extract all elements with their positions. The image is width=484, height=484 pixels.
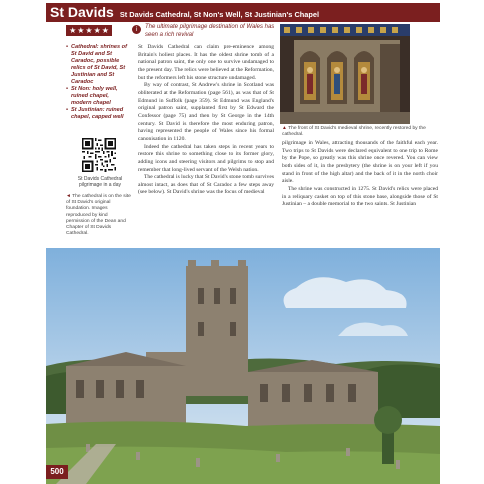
star-icon: ★ <box>101 25 109 35</box>
page-subtitle: St Davids Cathedral, St Non's Well, St Justinian's Chapel <box>119 10 320 19</box>
shrine-photo-caption <box>282 126 438 138</box>
body-paragraph: The shrine was constructed in 1275. St David's relics were placed in a reliquary casket on top of this stone base, alongside those of St Justinian – a double memorial to the two saints. St Justinian <box>282 185 438 208</box>
highlight-item: • Cathedral: shrines of St David and St Caradoc, possible relics of St David, St Justinian and St Caradoc <box>66 44 130 86</box>
caption-arrow-icon: ◄ <box>66 194 71 199</box>
highlights-sidebar <box>66 44 130 121</box>
qr-code[interactable] <box>82 138 116 172</box>
body-paragraph: St Davids Cathedral can claim pre-eminence among Britain's holiest places. It has the oldest shrine tomb of a national patron saint, the only one to survive undamaged to the present day. The relics were believed at the Reformation, but the reformers left his stone structure undamaged. <box>138 44 274 81</box>
page-number: 500 <box>46 465 68 479</box>
body-paragraph: The cathedral is lucky that St David's stone tomb survives almost intact, as does that of St Caradoc a few steps away (see below). St David's shrine was the focus of medieval <box>138 174 274 196</box>
star-icon: ★ <box>93 25 101 35</box>
star-rating <box>66 25 112 36</box>
body-column-1 <box>138 44 274 197</box>
star-icon: ★ <box>69 25 77 35</box>
caption-arrow-icon: ▲ <box>282 126 287 131</box>
star-icon: ★ <box>77 25 85 35</box>
highlight-item: • St Justinian: ruined chapel, capped well <box>66 107 130 121</box>
page-title: St Davids <box>50 4 114 20</box>
tagline: The ultimate pilgrimage destination of Wales has seen a rich revival <box>145 24 275 38</box>
body-paragraph: By way of contrast, St Andrew's shrine in Scotland was obliterated at the Reformation (page 561), as was that of St Edmund in Suffolk (page 359). St Edmund was England's original patron saint, supplanted first by St Edward the Confessor (page 75) and then by St George in the 14th century. St David is therefore the most enduring patron, having represented the people of Wales since his formal canonisation in 1120. <box>138 82 274 142</box>
cathedral-photo <box>46 248 440 484</box>
cathedral-caption-text: The cathedral is on the site of St David's original foundation. Images reproduced by kind permission of the Dean and Chapter of St Davids Cathedral. <box>66 194 131 237</box>
shrine-photo-caption-text: The front of St David's medieval shrine, recently restored by the cathedral. <box>282 126 426 138</box>
tagline-row <box>132 24 278 39</box>
body-column-2 <box>282 140 438 209</box>
body-paragraph: pilgrimage in Wales, attracting thousands of the faithful each year. Two trips to St Davids were declared equivalent to one trip to Rome by the Pope, so greatly was this shrine once revered. You can view both sides of it, in the presbytery (the shrine is on your left if you stand in front of the high altar) and the back of it in the north choir aisle. <box>282 140 438 185</box>
qr-caption: St Davids Cathedral pilgrimage in a day <box>77 176 123 189</box>
header-bar <box>46 3 440 22</box>
highlight-item: • St Non: holy well, ruined chapel, modern chapel <box>66 86 130 107</box>
star-icon: ★ <box>85 25 93 35</box>
body-paragraph: Indeed the cathedral has taken steps in recent years to restore this shrine to something close to its former glory, adding icons and steering visitors and pilgrims to stop and remember that long-lived servant of the Welsh nation. <box>138 143 274 173</box>
info-icon: i <box>132 25 141 34</box>
shrine-photo <box>280 24 410 124</box>
cathedral-caption <box>66 194 132 237</box>
highlights-list <box>66 44 130 121</box>
